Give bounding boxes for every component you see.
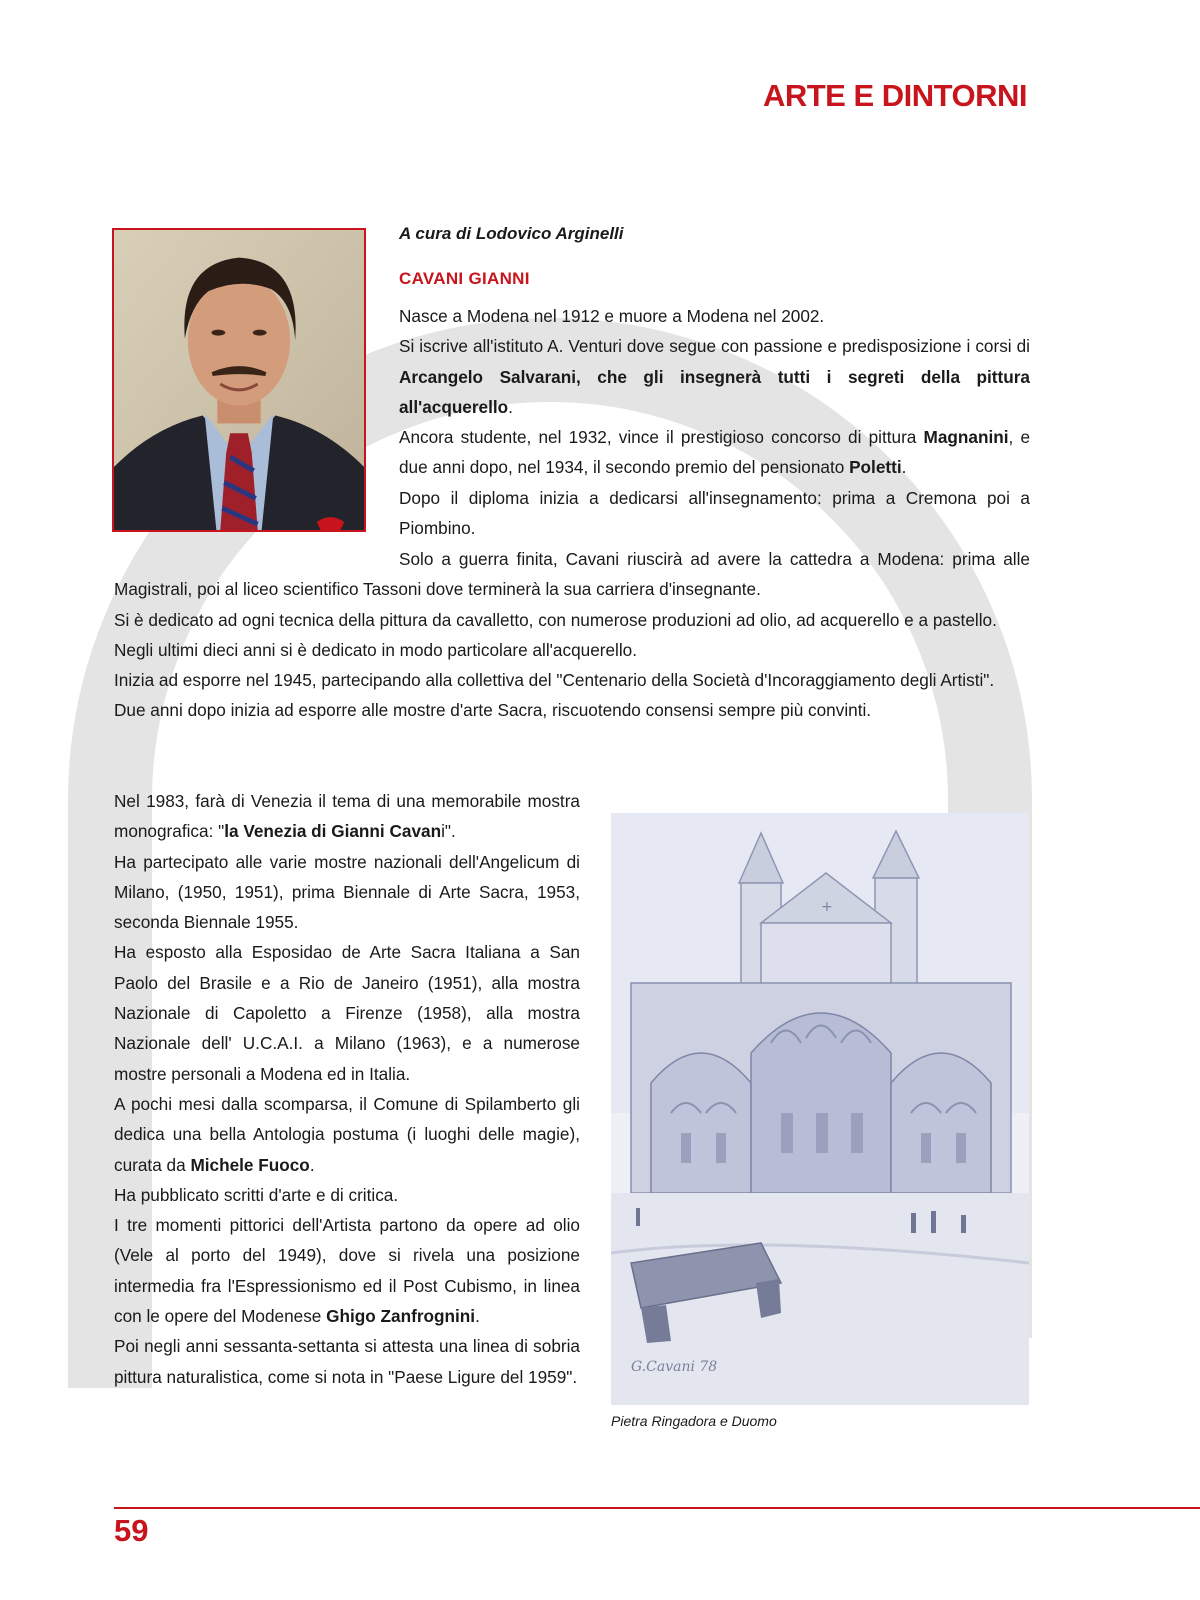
- paragraph: Poi negli anni sessanta-settanta si attesta una linea di sobria pittura naturalistica, come si nota in "Paese Ligure del 1959".: [114, 1336, 580, 1387]
- paragraph: A pochi mesi dalla scomparsa, il Comune di Spilamberto gli dedica una bella Antologia postuma (i luoghi delle magie), curata da Michele Fuoco.: [114, 1093, 580, 1175]
- paragraph: Negli ultimi dieci anni si è dedicato in modo particolare all'acquerello.: [114, 639, 638, 660]
- paragraph: Ancora studente, nel 1932, vince il prestigioso concorso di pittura Magnanini, e due anni dopo, nel 1934, il secondo premio del pensionato Poletti.: [399, 427, 1030, 478]
- paragraph: I tre momenti pittorici dell'Artista partono da opere ad olio (Vele al porto del 1949), dove si rivela una posizione intermedia fra l'Espressionismo ed il Post Cubismo, in linea con le opere del Modenese Ghigo Zanfrognini.: [114, 1215, 580, 1327]
- paragraph: Ha esposto alla Esposidao de Arte Sacra Italiana a San Paolo del Brasile e a Rio de Janeiro (1951), alla mostra Nazionale di Capoletto a Firenze (1958), alla mostra Nazionale dell' U.C.A.I. a Milano (1963), e a numerose mostre personali a Modena ed in Italia.: [114, 942, 580, 1084]
- article-byline: A cura di Lodovico Arginelli: [399, 224, 624, 243]
- watercolor-painting: [611, 813, 1029, 1405]
- painting-signature: G.Cavani 78: [631, 1359, 718, 1375]
- page-number: 59: [114, 1513, 149, 1548]
- article-body-left: [114, 786, 580, 1392]
- paragraph: Inizia ad esporre nel 1945, partecipando alla collettiva del "Centenario della Società d'Incoraggiamento degli Artisti".: [114, 670, 995, 691]
- author-portrait: [112, 228, 366, 532]
- section-title: ARTE E DINTORNI: [762, 78, 1027, 113]
- paragraph: Nasce a Modena nel 1912 e muore a Modena nel 2002.: [399, 306, 825, 326]
- footer-divider: [114, 1507, 1200, 1509]
- paragraph: Ha partecipato alle varie mostre nazionali dell'Angelicum di Milano, (1950, 1951), prima Biennale di Arte Sacra, 1953, seconda Biennale 1955.: [114, 851, 580, 933]
- painting-caption: Pietra Ringadora e Duomo: [611, 1413, 777, 1429]
- svg-text:+: +: [821, 899, 833, 915]
- paragraph: Si è dedicato ad ogni tecnica della pittura da cavalletto, con numerose produzioni ad olio, ad acquerello e a pastello.: [114, 609, 997, 630]
- article-body-full: [114, 544, 1030, 726]
- paragraph: Nel 1983, farà di Venezia il tema di una memorabile mostra monografica: "la Venezia di Gianni Cavani".: [114, 791, 580, 842]
- paragraph: Si iscrive all'istituto A. Venturi dove segue con passione e predisposizione i corsi di Arcangelo Salvarani, che gli insegnerà tutti i segreti della pittura all'acquerello.: [399, 336, 1030, 417]
- paragraph: Dopo il diploma inizia a dedicarsi all'insegnamento: prima a Cremona poi a Piombino.: [399, 487, 1030, 539]
- paragraph: Due anni dopo inizia ad esporre alle mostre d'arte Sacra, riscuotendo consensi sempre più convinti.: [114, 700, 872, 721]
- paragraph: Ha pubblicato scritti d'arte e di critica.: [114, 1184, 399, 1205]
- artist-name-heading: CAVANI GIANNI: [399, 269, 530, 288]
- paragraph: Solo a guerra finita, Cavani riuscirà ad avere la cattedra a Modena: prima alle Magistrali, poi al liceo scientifico Tassoni dove terminerà la sua carriera d'insegnante.: [114, 549, 1030, 600]
- article-body-top: [399, 301, 1030, 543]
